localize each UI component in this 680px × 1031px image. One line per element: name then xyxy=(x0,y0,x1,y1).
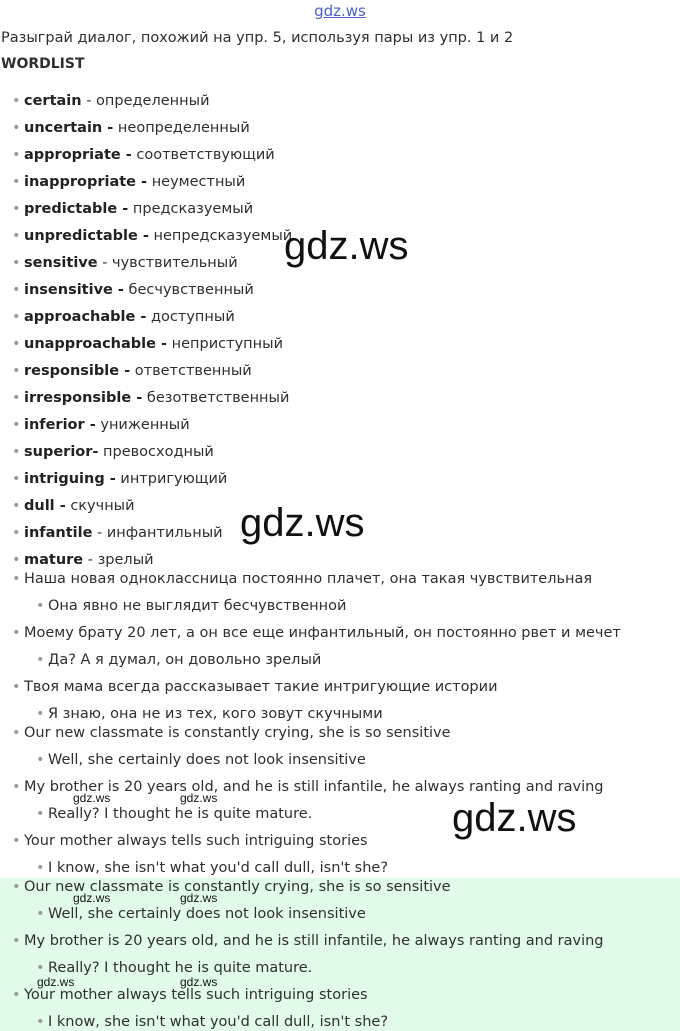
watermark-small: gdz.ws xyxy=(180,891,218,905)
dialogue-reply: • Она явно не выглядит бесчувственной xyxy=(36,597,346,615)
wordlist-item xyxy=(12,173,245,191)
russian-translation: доступный xyxy=(151,309,235,325)
english-word: insensitive - xyxy=(24,282,124,298)
wordlist-item xyxy=(12,362,252,380)
english-word: inappropriate - xyxy=(24,174,148,190)
watermark-small: gdz.ws xyxy=(37,975,75,989)
english-word: mature xyxy=(24,552,84,568)
russian-translation: соответствующий xyxy=(136,147,275,163)
russian-translation: предсказуемый xyxy=(132,201,254,217)
russian-translation: превосходный xyxy=(103,444,214,460)
separator: - xyxy=(81,93,97,109)
wordlist-item xyxy=(12,92,210,110)
wordlist-item xyxy=(12,281,254,299)
dialogue-reply: • Я знаю, она не из тех, кого зовут скучными xyxy=(36,705,383,723)
russian-translation: определенный xyxy=(96,93,210,109)
english-word: sensitive xyxy=(24,255,98,271)
wordlist-item xyxy=(12,389,289,407)
wordlist-item xyxy=(12,416,190,434)
english-word: intriguing - xyxy=(24,471,116,487)
english-word: responsible - xyxy=(24,363,131,379)
english-word: irresponsible - xyxy=(24,390,143,406)
english-word: infantile xyxy=(24,525,93,541)
russian-translation: бесчувственный xyxy=(128,282,254,298)
russian-translation: интригующий xyxy=(120,471,228,487)
english-word: approachable - xyxy=(24,309,147,325)
wordlist-item xyxy=(12,443,214,461)
watermark: gdz.ws xyxy=(284,224,409,268)
dialogue-line: • Our new classmate is constantly crying, she is so sensitive xyxy=(12,878,451,896)
wordlist-item xyxy=(12,146,275,164)
russian-translation: чувствительный xyxy=(112,255,238,271)
watermark: gdz.ws xyxy=(452,796,577,840)
russian-translation: безответственный xyxy=(146,390,290,406)
english-word: unpredictable - xyxy=(24,228,149,244)
dialogue-line: • My brother is 20 years old, and he is still infantile, he always ranting and raving xyxy=(12,932,604,950)
russian-translation: зрелый xyxy=(97,552,154,568)
dialogue-line: • Your mother always tells such intriguing stories xyxy=(12,986,368,1004)
dialogue-reply: • Well, she certainly does not look insensitive xyxy=(36,905,366,923)
dialogue-reply: • I know, she isn't what you'd call dull, isn't she? xyxy=(36,859,388,877)
russian-translation: скучный xyxy=(70,498,135,514)
dialogue-line: • Моему брату 20 лет, а он все еще инфантильный, он постоянно рвет и мечет xyxy=(12,624,621,642)
russian-translation: униженный xyxy=(100,417,190,433)
wordlist-title: WORDLIST xyxy=(1,56,85,72)
russian-translation: инфантильный xyxy=(106,525,223,541)
russian-translation: непредсказуемый xyxy=(153,228,293,244)
separator: - xyxy=(97,255,113,271)
wordlist-item xyxy=(12,227,292,245)
watermark-small: gdz.ws xyxy=(180,975,218,989)
wordlist-item xyxy=(12,551,154,569)
english-word: predictable - xyxy=(24,201,129,217)
english-word: uncertain - xyxy=(24,120,114,136)
dialogue-line: • Твоя мама всегда рассказывает такие интригующие истории xyxy=(12,678,498,696)
dialogue-line: • Наша новая одноклассница постоянно плачет, она такая чувствительная xyxy=(12,570,592,588)
dialogue-reply: • Да? А я думал, он довольно зрелый xyxy=(36,651,321,669)
russian-translation: неприступный xyxy=(171,336,283,352)
english-word: superior- xyxy=(24,444,99,460)
watermark-small: gdz.ws xyxy=(73,891,111,905)
watermark-small: gdz.ws xyxy=(180,791,218,805)
dialogue-line: • Our new classmate is constantly crying, she is so sensitive xyxy=(12,724,451,742)
separator: - xyxy=(92,525,107,541)
wordlist-item xyxy=(12,524,223,542)
dialogue-reply: • Really? I thought he is quite mature. xyxy=(36,959,312,977)
english-word: appropriate - xyxy=(24,147,132,163)
dialogue-reply: • I know, she isn't what you'd call dull, isn't she? xyxy=(36,1013,388,1031)
task-text: Разыграй диалог, похожий на упр. 5, используя пары из упр. 1 и 2 xyxy=(1,30,514,46)
wordlist-item xyxy=(12,308,235,326)
dialogue-reply: • Well, she certainly does not look insensitive xyxy=(36,751,366,769)
wordlist-item xyxy=(12,254,238,272)
watermark: gdz.ws xyxy=(240,501,365,545)
wordlist-item xyxy=(12,200,253,218)
dialogue-line: • Your mother always tells such intriguing stories xyxy=(12,832,368,850)
wordlist-item xyxy=(12,335,283,353)
english-word: certain xyxy=(24,93,82,109)
russian-translation: неопределенный xyxy=(117,120,250,136)
wordlist-item xyxy=(12,119,250,137)
english-word: dull - xyxy=(24,498,66,514)
russian-translation: неуместный xyxy=(151,174,246,190)
dialogue-line: • My brother is 20 years old, and he is still infantile, he always ranting and raving xyxy=(12,778,604,796)
russian-translation: ответственный xyxy=(134,363,252,379)
wordlist-item xyxy=(12,470,227,488)
wordlist-item xyxy=(12,497,135,515)
english-word: unapproachable - xyxy=(24,336,168,352)
site-link[interactable]: gdz.ws xyxy=(314,2,366,20)
separator: - xyxy=(83,552,98,568)
english-word: inferior - xyxy=(24,417,96,433)
watermark-small: gdz.ws xyxy=(73,791,111,805)
dialogue-reply: • Really? I thought he is quite mature. xyxy=(36,805,312,823)
